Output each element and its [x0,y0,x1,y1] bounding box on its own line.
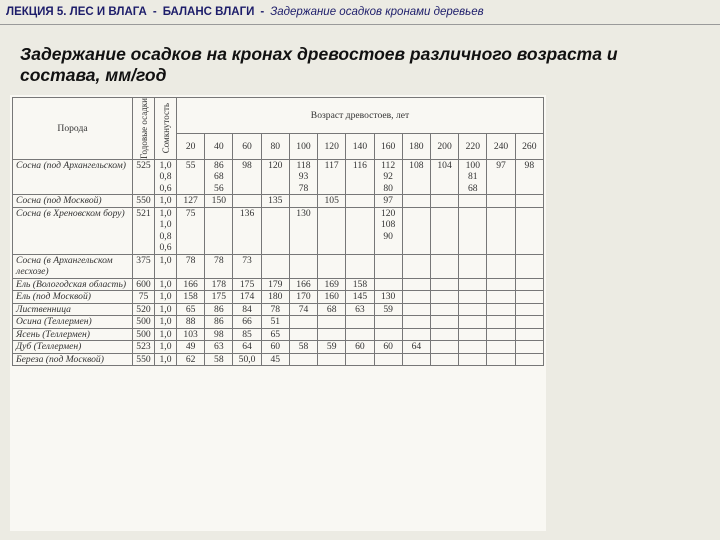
rain-cell: 600 [133,278,155,291]
value-cell [402,328,430,341]
value-cell [430,291,458,304]
species-cell: Береза (под Москвой) [13,353,133,366]
value-cell [459,316,487,329]
value-cell: 59 [374,303,402,316]
value-cell [318,254,346,278]
rain-cell: 500 [133,316,155,329]
value-cell: 65 [177,303,205,316]
value-cell: 166 [177,278,205,291]
value-cell: 130 [374,291,402,304]
value-cell [430,316,458,329]
value-cell: 50,0 [233,353,261,366]
value-cell: 170 [289,291,317,304]
value-cell [289,328,317,341]
value-cell [430,341,458,354]
rain-cell: 525 [133,159,155,195]
value-cell: 58 [205,353,233,366]
value-cell: 49 [177,341,205,354]
value-cell [487,254,515,278]
value-cell [346,316,374,329]
value-cell: 117 [318,159,346,195]
age-header-cell: 200 [430,133,458,159]
value-cell [487,328,515,341]
table-row [13,207,544,254]
closure-cell: 1,0 [155,316,177,329]
value-cell [487,316,515,329]
value-cell [459,254,487,278]
species-cell: Ель (Вологодская область) [13,278,133,291]
value-cell: 97 [374,195,402,208]
value-cell: 75 [177,207,205,254]
value-cell: 60 [261,341,289,354]
value-cell: 59 [318,341,346,354]
value-cell: 86 [205,303,233,316]
value-cell [318,353,346,366]
value-cell [487,291,515,304]
value-cell: 174 [233,291,261,304]
value-cell [487,278,515,291]
closure-cell: 1,0 [155,341,177,354]
value-cell [459,195,487,208]
table-row [13,353,544,366]
value-cell: 178 [205,278,233,291]
closure-cell: 1,0 [155,291,177,304]
closure-cell: 1,0 [155,254,177,278]
age-header-cell: 80 [261,133,289,159]
age-header-cell: 180 [402,133,430,159]
value-cell: 85 [233,328,261,341]
value-cell: 175 [205,291,233,304]
value-cell: 105 [318,195,346,208]
value-cell [515,316,543,329]
value-cell [515,341,543,354]
closure-cell: 1,0 1,0 0,8 0,6 [155,207,177,254]
value-cell: 64 [233,341,261,354]
value-cell [318,328,346,341]
table-row [13,303,544,316]
value-cell [402,195,430,208]
age-header-cell: 240 [487,133,515,159]
value-cell: 104 [430,159,458,195]
value-cell [402,316,430,329]
value-cell: 118 93 78 [289,159,317,195]
lecture-header [6,3,720,21]
species-cell: Ясень (Теллермен) [13,328,133,341]
value-cell [346,195,374,208]
col-age-group-header: Возраст древостоев, лет [177,98,544,134]
value-cell: 60 [346,341,374,354]
value-cell [430,254,458,278]
value-cell [515,278,543,291]
topic-label: БАЛАНС ВЛАГИ [162,6,255,18]
value-cell: 78 [205,254,233,278]
value-cell [459,207,487,254]
value-cell [430,207,458,254]
value-cell [233,195,261,208]
value-cell: 98 [515,159,543,195]
value-cell [515,291,543,304]
header-separator: - [152,6,157,18]
value-cell [459,291,487,304]
value-cell [261,207,289,254]
value-cell [487,353,515,366]
species-cell: Лиственница [13,303,133,316]
value-cell [402,254,430,278]
subtopic-label: Задержание осадков кронами деревьев [270,6,484,18]
value-cell: 103 [177,328,205,341]
value-cell [487,207,515,254]
value-cell: 66 [233,316,261,329]
closure-cell: 1,0 [155,328,177,341]
value-cell: 55 [177,159,205,195]
age-header-cell: 60 [233,133,261,159]
value-cell [374,353,402,366]
value-cell [289,353,317,366]
value-cell [515,195,543,208]
value-cell [261,254,289,278]
col-closure-header: Сомкнутость [155,98,177,160]
value-cell [318,207,346,254]
value-cell [374,316,402,329]
scanned-table-image [10,95,546,531]
value-cell [289,195,317,208]
rain-cell: 75 [133,291,155,304]
rain-cell: 550 [133,195,155,208]
value-cell: 78 [261,303,289,316]
value-cell [487,195,515,208]
age-header-cell: 40 [205,133,233,159]
value-cell: 127 [177,195,205,208]
species-cell: Ель (под Москвой) [13,291,133,304]
value-cell: 63 [205,341,233,354]
value-cell: 98 [205,328,233,341]
value-cell [430,353,458,366]
value-cell: 108 [402,159,430,195]
value-cell [459,278,487,291]
table-row [13,291,544,304]
value-cell: 88 [177,316,205,329]
species-cell: Сосна (под Москвой) [13,195,133,208]
value-cell: 98 [233,159,261,195]
value-cell [430,303,458,316]
value-cell [515,328,543,341]
age-header-cell: 120 [318,133,346,159]
value-cell: 169 [318,278,346,291]
value-cell: 68 [318,303,346,316]
value-cell [346,254,374,278]
age-header-cell: 20 [177,133,205,159]
age-header-cell: 220 [459,133,487,159]
value-cell [459,303,487,316]
value-cell: 166 [289,278,317,291]
age-header-cell: 140 [346,133,374,159]
table-row [13,341,544,354]
age-header-cell: 100 [289,133,317,159]
table-row [13,278,544,291]
value-cell [459,328,487,341]
value-cell: 120 [261,159,289,195]
header-separator: - [260,6,265,18]
value-cell: 150 [205,195,233,208]
value-cell: 86 68 56 [205,159,233,195]
value-cell [346,207,374,254]
table-row [13,195,544,208]
value-cell [402,303,430,316]
table-row [13,254,544,278]
value-cell [459,353,487,366]
value-cell: 51 [261,316,289,329]
value-cell: 130 [289,207,317,254]
rain-cell: 375 [133,254,155,278]
table-body [13,159,544,366]
value-cell [515,353,543,366]
value-cell [318,316,346,329]
value-cell [374,328,402,341]
value-cell: 180 [261,291,289,304]
value-cell: 58 [289,341,317,354]
value-cell: 116 [346,159,374,195]
value-cell: 145 [346,291,374,304]
value-cell: 179 [261,278,289,291]
closure-cell: 1,0 [155,353,177,366]
rain-cell: 523 [133,341,155,354]
value-cell [289,316,317,329]
value-cell: 175 [233,278,261,291]
value-cell: 62 [177,353,205,366]
value-cell: 86 [205,316,233,329]
value-cell [374,278,402,291]
value-cell [515,254,543,278]
value-cell: 64 [402,341,430,354]
species-cell: Сосна (под Архангельском) [13,159,133,195]
closure-cell: 1,0 [155,303,177,316]
value-cell: 63 [346,303,374,316]
lecture-label: ЛЕКЦИЯ 5. ЛЕС И ВЛАГА [6,6,147,18]
value-cell: 97 [487,159,515,195]
col-rain-header: Годовые осадки [133,98,155,160]
header-divider [0,24,720,25]
value-cell [402,353,430,366]
value-cell [487,341,515,354]
value-cell: 100 81 68 [459,159,487,195]
value-cell [430,328,458,341]
table-row [13,159,544,195]
rain-cell: 500 [133,328,155,341]
value-cell [402,207,430,254]
value-cell: 45 [261,353,289,366]
value-cell [430,278,458,291]
value-cell: 60 [374,341,402,354]
value-cell: 158 [177,291,205,304]
value-cell [374,254,402,278]
age-header-cell: 160 [374,133,402,159]
value-cell: 158 [346,278,374,291]
value-cell: 74 [289,303,317,316]
value-cell [402,278,430,291]
value-cell [515,303,543,316]
value-cell: 136 [233,207,261,254]
value-cell: 135 [261,195,289,208]
species-cell: Дуб (Теллермен) [13,341,133,354]
species-cell: Осина (Теллермен) [13,316,133,329]
rain-cell: 521 [133,207,155,254]
value-cell [205,207,233,254]
value-cell: 112 92 80 [374,159,402,195]
value-cell [487,303,515,316]
value-cell: 120 108 90 [374,207,402,254]
value-cell: 160 [318,291,346,304]
age-header-cell: 260 [515,133,543,159]
table-row [13,316,544,329]
value-cell [402,291,430,304]
slide-title: Задержание осадков на кронах древостоев различного возраста и состава, мм/год [20,44,618,85]
value-cell: 78 [177,254,205,278]
closure-cell: 1,0 [155,278,177,291]
value-cell [515,207,543,254]
rain-cell: 520 [133,303,155,316]
table-row [13,328,544,341]
value-cell [346,353,374,366]
species-cell: Сосна (в Архангельском лесхозе) [13,254,133,278]
value-cell [346,328,374,341]
value-cell: 65 [261,328,289,341]
species-cell: Сосна (в Хреновском бору) [13,207,133,254]
value-cell [459,341,487,354]
rain-cell: 550 [133,353,155,366]
value-cell: 84 [233,303,261,316]
value-cell [289,254,317,278]
value-cell: 73 [233,254,261,278]
value-cell [430,195,458,208]
closure-cell: 1,0 [155,195,177,208]
col-species-header: Порода [13,98,133,160]
closure-cell: 1,0 0,8 0,6 [155,159,177,195]
interception-table [12,97,544,366]
